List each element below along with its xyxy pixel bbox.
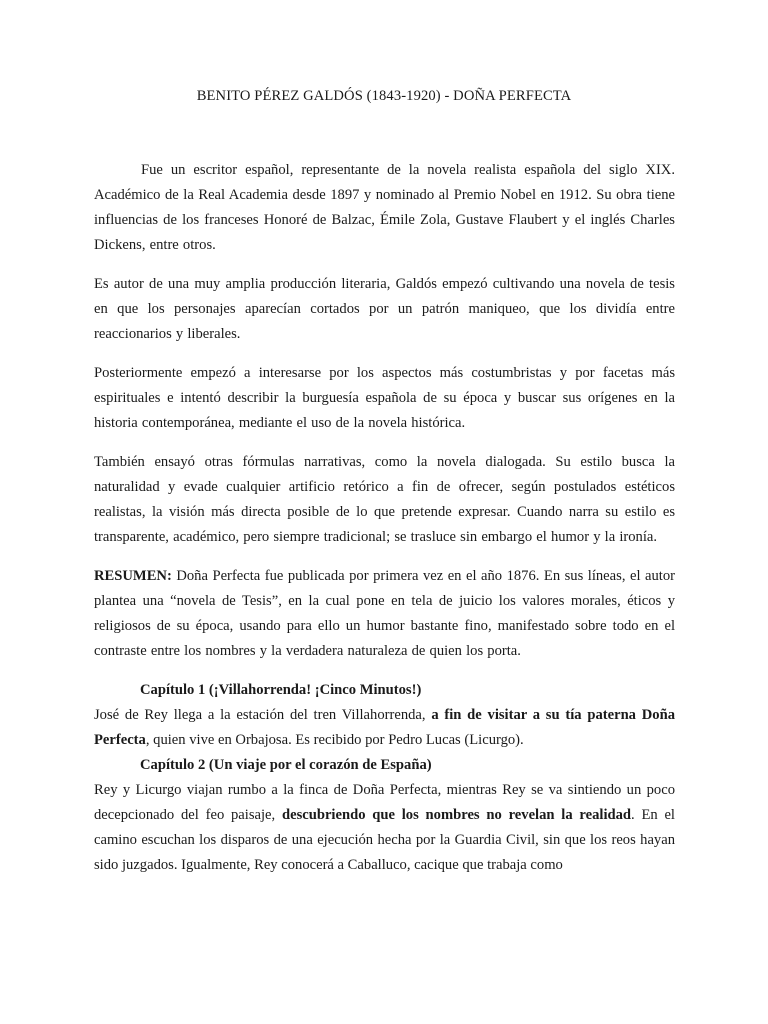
summary-label: RESUMEN: <box>94 568 172 584</box>
document-title: BENITO PÉREZ GALDÓS (1843-1920) - DOÑA PERFECTA <box>196 88 572 104</box>
chapter-highlight: a fin de visitar a su tía paterna Doña Perfecta <box>94 707 675 748</box>
chapter-summary <box>94 778 675 878</box>
style-paragraph: También ensayó otras fórmulas narrativas, como la novela dialogada. Su estilo busca la naturalidad y evade cualquier artificio retórico a fin de ofrecer, según postulados estéticos realistas, la visión más directa posible de lo que pretende expresar. Cuando narra su estilo es transparente, académico, pero siempre tradicional; se trasluce sin embargo el humor y la ironía. <box>94 454 675 545</box>
chapters-section <box>94 678 675 878</box>
chapter-highlight: descubriendo que los nombres no revelan la realidad <box>281 807 632 823</box>
interests-paragraph: Posteriormente empezó a interesarse por los aspectos más costumbristas y por facetas más espirituales e intentó describir la burguesía española de su época y buscar sus orígenes en la historia contemporánea, mediante el uso de la novela histórica. <box>94 365 675 431</box>
intro-paragraph: Fue un escritor español, representante de la novela realista española del siglo XIX. Académico de la Real Academia desde 1897 y nominado al Premio Nobel en 1912. Su obra tiene influencias de los franceses Honoré de Balzac, Émile Zola, Gustave Flaubert y el inglés Charles Dickens, entre otros. <box>94 162 675 253</box>
chapter-text: , quien vive en Orbajosa. Es recibido por Pedro Lucas (Licurgo). <box>145 732 524 748</box>
chapter-heading: Capítulo 2 (Un viaje por el corazón de España) <box>140 757 432 773</box>
chapter-summary <box>94 703 675 753</box>
chapter-2 <box>94 753 675 878</box>
chapter-heading: Capítulo 1 (¡Villahorrenda! ¡Cinco Minutos!) <box>140 682 422 698</box>
summary-paragraph <box>94 564 675 664</box>
summary-text: Doña Perfecta fue publicada por primera vez en el año 1876. En sus líneas, el autor plantea una “novela de Tesis”, en la cual pone en tela de juicio los valores morales, éticos y religiosos de su época, usando para ello un humor bastante fino, manifestado sobre todo en el contraste entre los nombres y la verdadera naturaleza de quien los porta. <box>94 568 675 659</box>
chapter-text: . En el camino escuchan los disparos de una ejecución hecha por la Guardia Civil, sin que los reos hayan sido juzgados. Igualmente, Rey conocerá a Caballuco, cacique que trabaja como <box>94 807 675 873</box>
chapter-text: José de Rey llega a la estación del tren Villahorrenda, <box>94 707 432 723</box>
chapter-text: Rey y Licurgo viajan rumbo a la finca de Doña Perfecta, mientras Rey se va sintiendo un poco decepcionado del feo paisaje, <box>94 782 675 823</box>
production-paragraph: Es autor de una muy amplia producción literaria, Galdós empezó cultivando una novela de tesis en que los personajes aparecían cortados por un patrón maniqueo, que los dividía entre reaccionarios y liberales. <box>94 276 675 342</box>
document-body <box>94 158 675 878</box>
chapter-1 <box>94 678 675 753</box>
